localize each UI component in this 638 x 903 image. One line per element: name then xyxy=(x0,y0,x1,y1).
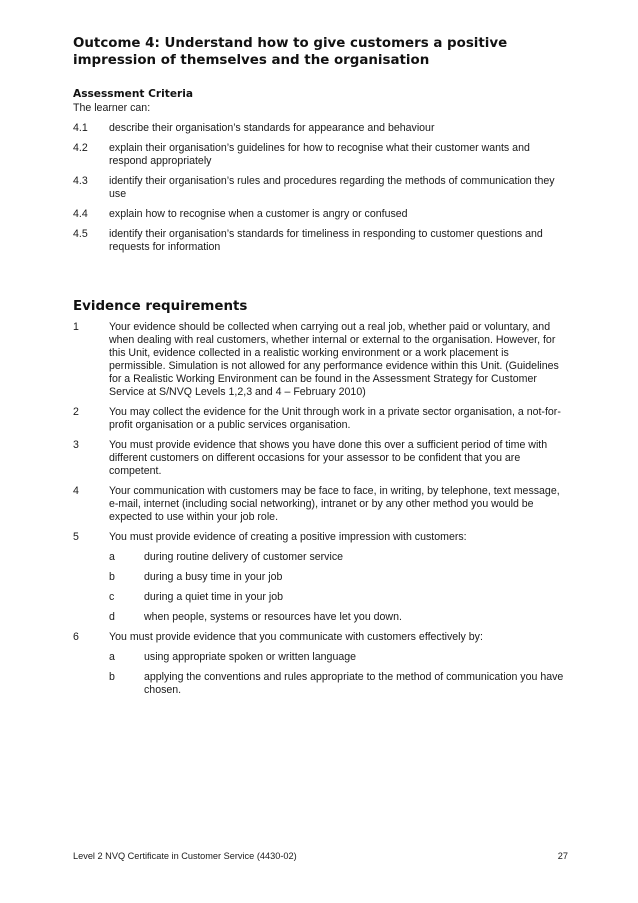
footer-title: Level 2 NVQ Certificate in Customer Service (4430-02) xyxy=(73,851,297,861)
subitem-text: when people, systems or resources have let you down. xyxy=(144,611,402,623)
evidence-subitem xyxy=(109,571,568,584)
evidence-text: You must provide evidence that you communicate with customers effectively by: xyxy=(109,631,483,643)
subitem-text: using appropriate spoken or written language xyxy=(144,651,357,663)
evidence-subitem xyxy=(109,551,568,564)
evidence-subitem xyxy=(109,671,568,697)
criterion-text: identify their organisation’s standards for timeliness in responding to customer questions and requests for information xyxy=(109,228,543,253)
evidence-text: You may collect the evidence for the Unit through work in a private sector organisation, a not-for-profit organisation or a public services organisation. xyxy=(109,406,561,431)
evidence-heading: Evidence requirements xyxy=(73,299,248,314)
criterion-item xyxy=(73,228,568,254)
criterion-item xyxy=(73,122,568,135)
evidence-item xyxy=(73,439,568,478)
subitem-letter: a xyxy=(109,551,115,563)
criterion-item xyxy=(73,142,568,168)
assessment-criteria-title: Assessment Criteria xyxy=(73,88,194,100)
evidence-subitem xyxy=(109,611,568,624)
evidence-text: Your evidence should be collected when carrying out a real job, whether paid or voluntary, and when dealing with real customers, whether internal or external to the organisation. However, for this Unit, evidence collected in a realistic working environment or a work placement is permissible. Simulation is not allowed for any performance evidence within this Unit. (Guidelines for a Realistic Working Environment can be found in the Assessment Strategy for Customer Service at S/NVQ Levels 1,2,3 and 4 – February 2010) xyxy=(109,321,559,398)
page-number: 27 xyxy=(557,851,568,861)
evidence-item xyxy=(73,406,568,432)
criterion-number: 4.4 xyxy=(73,208,88,220)
evidence-number: 5 xyxy=(73,531,79,543)
evidence-number: 4 xyxy=(73,485,79,497)
subitem-letter: d xyxy=(109,611,115,623)
outcome-heading: Outcome 4: Understand how to give customers a positive impression of themselves and the organisation xyxy=(73,36,508,68)
evidence-text: Your communication with customers may be face to face, in writing, by telephone, text message, e-mail, internet (including social networking), intranet or by any other method you would be expected to use within your job role. xyxy=(109,485,560,523)
evidence-item xyxy=(73,631,568,644)
criterion-text: identify their organisation’s rules and procedures regarding the methods of communication they use xyxy=(109,175,555,200)
evidence-number: 3 xyxy=(73,439,79,451)
evidence-item xyxy=(73,321,568,399)
criterion-number: 4.2 xyxy=(73,142,88,154)
subitem-text: during a quiet time in your job xyxy=(144,591,283,603)
subitem-letter: a xyxy=(109,651,115,663)
criterion-text: describe their organisation’s standards for appearance and behaviour xyxy=(109,122,435,134)
criterion-text: explain their organisation’s guidelines for how to recognise what their customer wants and respond appropriately xyxy=(109,142,530,167)
subitem-letter: c xyxy=(109,591,115,603)
subitem-text: applying the conventions and rules appropriate to the method of communication you have chosen. xyxy=(144,671,564,696)
subitem-text: during a busy time in your job xyxy=(144,571,283,583)
evidence-number: 6 xyxy=(73,631,79,643)
evidence-text: You must provide evidence of creating a positive impression with customers: xyxy=(109,531,467,543)
subitem-text: during routine delivery of customer service xyxy=(144,551,344,563)
evidence-number: 1 xyxy=(73,321,79,333)
evidence-number: 2 xyxy=(73,406,79,418)
evidence-item xyxy=(73,485,568,524)
evidence-subitem xyxy=(109,591,568,604)
criterion-number: 4.5 xyxy=(73,228,88,240)
criterion-item xyxy=(73,175,568,201)
evidence-item xyxy=(73,531,568,544)
criterion-number: 4.1 xyxy=(73,122,88,134)
criterion-text: explain how to recognise when a customer is angry or confused xyxy=(109,208,408,220)
evidence-subitem xyxy=(109,651,568,664)
page-footer xyxy=(73,851,568,862)
subitem-letter: b xyxy=(109,571,115,583)
criterion-number: 4.3 xyxy=(73,175,88,187)
criteria-intro: The learner can: xyxy=(73,102,151,114)
evidence-text: You must provide evidence that shows you have done this over a sufficient period of time with different customers on different occasions for your assessor to be confident that you are competent. xyxy=(109,439,548,477)
criterion-item xyxy=(73,208,568,221)
document-page xyxy=(73,36,568,704)
subitem-letter: b xyxy=(109,671,115,683)
